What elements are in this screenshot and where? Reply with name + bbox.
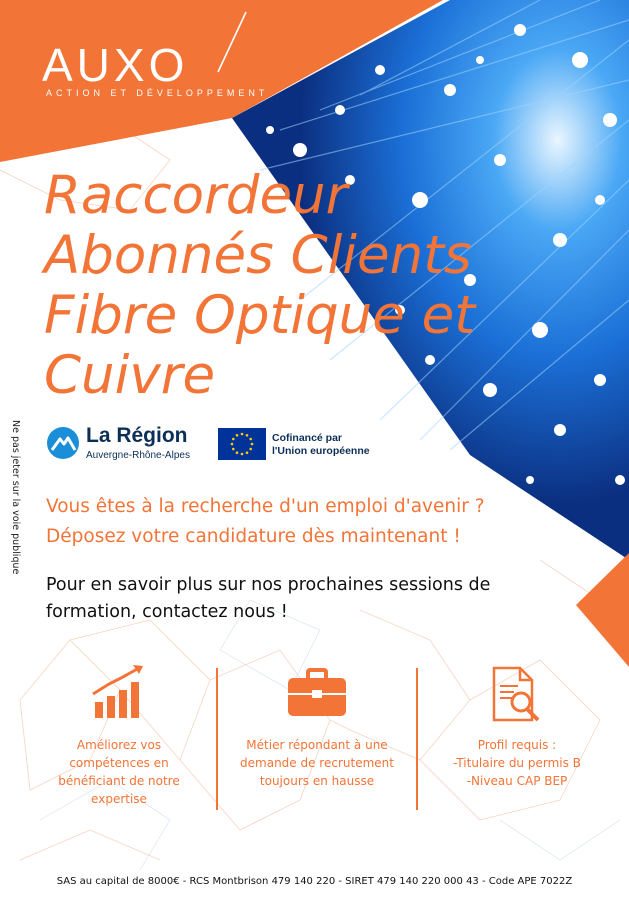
auxo-logo [42, 12, 287, 107]
logo-tagline: ACTION ET DÉVELOPPEMENT [46, 88, 269, 98]
side-notice: Ne pas jeter sur la voie publique [10, 420, 21, 575]
eu-caption [272, 432, 370, 458]
column-divider [416, 668, 418, 810]
region-name: La Région [86, 424, 188, 447]
logo-wordmark: AUXO [42, 39, 189, 91]
title-line: Raccordeur [44, 165, 348, 226]
legal-footer: SAS au capital de 8000€ - RCS Montbrison 479 140 220 - SIRET 479 140 220 000 43 - Code APE 7022Z [56, 876, 573, 887]
lead-line: Vous êtes à la recherche d'un emploi d'avenir ? [46, 496, 485, 517]
feature-line: Profil requis : [477, 738, 557, 752]
title-line: Abonnés Clients [44, 225, 472, 286]
feature-line: Améliorez vos [76, 738, 162, 752]
column-divider [216, 668, 218, 810]
region-subtitle: Auvergne-Rhône-Alpes [86, 450, 190, 461]
lead-line: Déposez votre candidature dès maintenant ! [46, 526, 461, 547]
title-line: Fibre Optique et [44, 285, 476, 346]
feature-line: -Titulaire du permis B [453, 756, 581, 770]
region-logo [46, 424, 216, 466]
feature-line: expertise [91, 792, 147, 806]
info-line: formation, contactez nous ! [46, 602, 288, 622]
eu-flag-icon [218, 428, 266, 460]
feature-line: demande de recrutement [240, 756, 394, 770]
feature-line: compétences en [69, 756, 169, 770]
title-line: Cuivre [44, 345, 216, 406]
feature-line: toujours en hausse [259, 774, 375, 788]
feature-text [34, 736, 204, 808]
info-line: Pour en savoir plus sur nos prochaines sessions de [46, 575, 491, 595]
feature-text [432, 736, 602, 790]
growth-chart-icon [89, 664, 149, 720]
feature-text [232, 736, 402, 790]
info-text [46, 572, 576, 626]
eu-caption-line: Cofinancé par [272, 432, 343, 444]
eu-caption-line: l'Union européenne [272, 445, 370, 457]
briefcase-icon [286, 664, 348, 720]
feature-line: -Niveau CAP BEP [466, 774, 568, 788]
feature-line: bénéficiant de notre [58, 774, 180, 788]
lead-text [46, 492, 576, 552]
feature-line: Métier répondant à une [246, 738, 388, 752]
eu-cofinance-logo [218, 428, 393, 462]
page-title [44, 166, 584, 406]
document-search-icon [488, 664, 546, 724]
region-mountain-icon [46, 426, 80, 460]
